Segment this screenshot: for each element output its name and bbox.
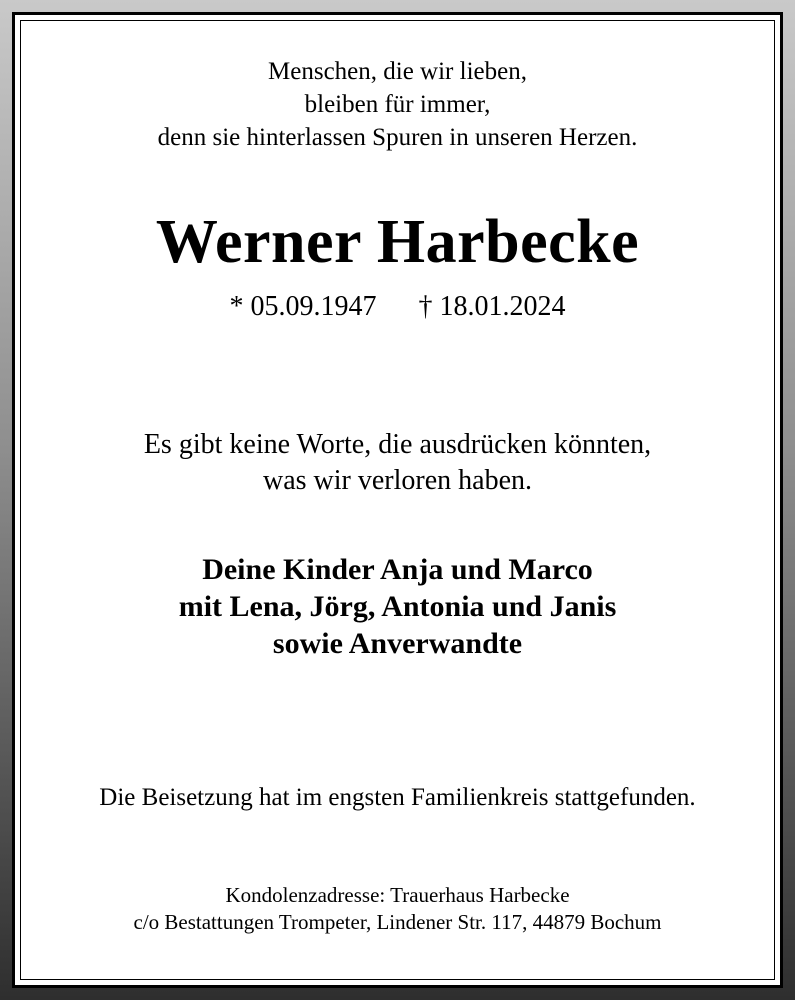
quote-line-2: bleiben für immer, bbox=[304, 91, 491, 118]
address-line-2: c/o Bestattungen Trompeter, Lindener Str. 117, 44879 Bochum bbox=[133, 910, 662, 934]
family-line-2: mit Lena, Jörg, Antonia und Janis bbox=[178, 590, 617, 623]
obituary-notice bbox=[12, 12, 783, 988]
family-line-1: Deine Kinder Anja und Marco bbox=[202, 553, 593, 586]
life-dates bbox=[15, 290, 780, 324]
quote-line-3: denn sie hinterlassen Spuren in unseren Herzen. bbox=[157, 124, 638, 151]
phrase-line-1: Es gibt keine Worte, die ausdrücken könnten, bbox=[143, 429, 652, 460]
family-line-3: sowie Anverwandte bbox=[272, 627, 523, 660]
burial-note: Die Beisetzung hat im engsten Familienkreis stattgefunden. bbox=[99, 784, 696, 811]
death-date: † 18.01.2024 bbox=[418, 291, 566, 322]
quote-line-1: Menschen, die wir lieben, bbox=[268, 58, 527, 85]
notice-inner-border bbox=[20, 20, 775, 980]
phrase-line-2: was wir verloren haben. bbox=[262, 465, 532, 496]
birth-date: * 05.09.1947 bbox=[229, 291, 377, 322]
address-line-1: Kondolenzadresse: Trauerhaus Harbecke bbox=[225, 883, 570, 907]
deceased-name: Werner Harbecke bbox=[155, 208, 640, 276]
